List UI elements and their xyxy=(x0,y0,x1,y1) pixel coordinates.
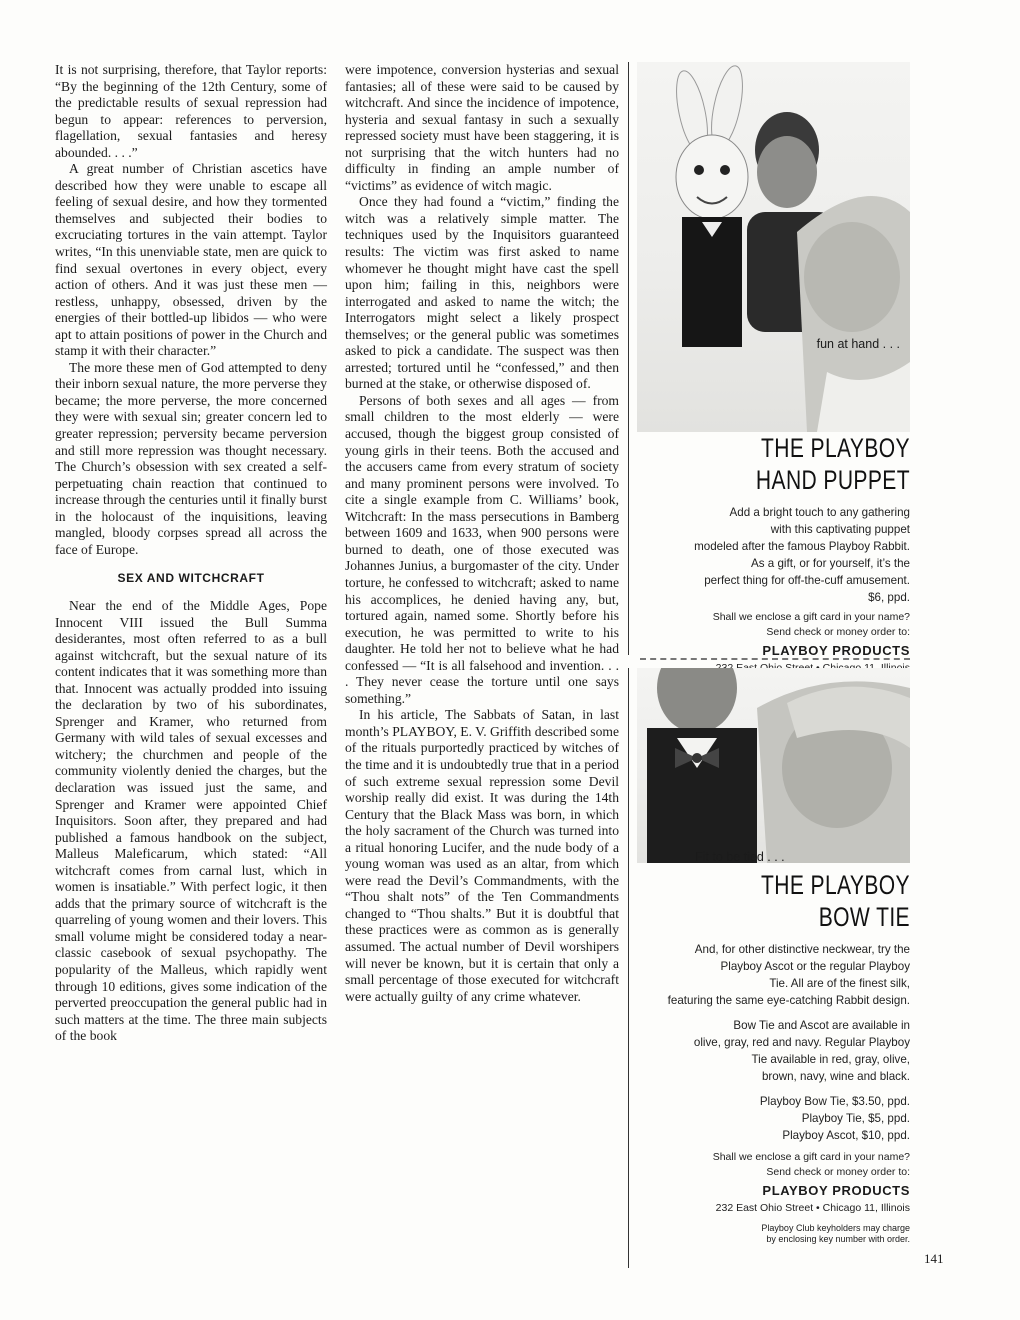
order-line: Shall we enclose a gift card in your name? xyxy=(712,611,910,623)
desc-line: perfect thing for off-the-cuff amusement. xyxy=(704,574,910,587)
desc-line: modeled after the famous Playboy Rabbit. xyxy=(694,540,910,553)
puppet-photo xyxy=(637,62,910,432)
ad-headline: THE PLAYBOY xyxy=(760,870,910,900)
column-rule xyxy=(628,668,629,1268)
ad-description xyxy=(637,941,910,1009)
ad-headline: THE PLAYBOY xyxy=(760,433,910,463)
price-line: Playboy Tie, $5, ppd. xyxy=(801,1112,910,1125)
order-line: Send check or money order to: xyxy=(766,626,910,638)
ad-prices xyxy=(637,1093,910,1144)
paragraph: In his article, The Sabbats of Satan, in last month’s PLAYBOY, E. V. Griffith described some of the rituals purportedly practiced by witches of the time and it is undoubtedly true that in a period of such extreme sexual repression some Devil worship really did exist. It was during the 14th Century that the Black Mass was born, in which the holy sacrament of the Church was turned into a ritual honoring Lucifer, and the nude body of a young woman was used as an altar, from which were read the Devil’s Commandments, with the “Thou shalt nots” of the Ten Commandments changed to “Thou shalts.” But it is doubtful that these practices were as common as is generally assumed. The actual number of Devil worshipers will never be known, but it is certain that only a small percentage of those executed for witchcraft were actually guilty of any crime whatever. xyxy=(345,707,619,1004)
price-line: Playboy Ascot, $10, ppd. xyxy=(782,1129,910,1142)
desc-line: Bow Tie and Ascot are available in xyxy=(733,1019,910,1032)
paragraph: The more these men of God attempted to deny their inborn sexual nature, the more perverse they became; the more perverse, the more concerned they were with sexual sin; greater concern led to greater repression; perversity became perversion and still more repression was thought necessary. The Church’s obsession with sex created a self-perpetuating chain reaction that continued to increase through the centuries until it finally burst in the holocaust of the inquisitions, leaving mangled, bloody corpses spread all across the face of Europe. xyxy=(55,359,327,557)
desc-line: And, for other distinctive neckwear, try the xyxy=(694,943,910,956)
ad-brand: PLAYBOY PRODUCTS xyxy=(762,1183,910,1198)
bow-tie-photo xyxy=(637,668,910,863)
desc-line: Tie available in red, gray, olive, xyxy=(751,1053,910,1066)
ad-tagline: fun at hand . . . xyxy=(816,337,900,351)
order-line: Send check or money order to: xyxy=(766,1166,910,1178)
paragraph: It is not surprising, therefore, that Taylor reports: “By the beginning of the 12th Century, some of the predictable results of sexual repression had begun to appear: references to perversion, flagellation, sexual fantasies and heresy abounded. . . .” xyxy=(55,62,327,160)
desc-line: As a gift, or for yourself, it’s the xyxy=(751,557,910,570)
paragraph: were impotence, conversion hysterias and sexual fantasies; all of these were said to be caused by witchcraft. And since the incidence of impotence, hysteria and sexual fantasy in such a sexually repressed society must have been staggering, it is not surprising that the witch hunters had no difficulty in finding an ample number of “victims” as evidence of witch magic. xyxy=(345,62,619,193)
ad-description xyxy=(637,504,910,606)
desc-line: Tie. All are of the finest silk, xyxy=(769,977,910,990)
ad-headline: BOW TIE xyxy=(818,902,910,932)
desc-line: Playboy Ascot or the regular Playboy xyxy=(720,960,910,973)
desc-line: brown, navy, wine and black. xyxy=(761,1070,910,1083)
bow-tie-ad xyxy=(637,668,910,1245)
desc-line: featuring the same eye-catching Rabbit design. xyxy=(667,994,910,1007)
fine-line: by enclosing key number with order. xyxy=(766,1234,910,1244)
ad-headline: HAND PUPPET xyxy=(755,465,910,495)
desc-line: with this captivating puppet xyxy=(770,523,910,536)
puppet-illustration xyxy=(637,62,910,432)
ad-tagline: Fit to be tied . . . xyxy=(695,850,785,863)
paragraph: Once they had found a “victim,” finding the witch was a relatively simple matter. The techniques used by the Inquisitors guaranteed results: The victim was first asked to name whomever he thought might have cast the spell upon him; failing in this, neighbors were interrogated and asked to name the witch; the Interrogators might select a likely prospect themselves; or the general public was sometimes asked to pick a candidate. The suspect was then arrested; tortured until he “confessed,” and then burned at the stake, or otherwise disposed of. xyxy=(345,194,619,392)
page-number: 141 xyxy=(924,1251,944,1266)
ad-order-text xyxy=(637,610,910,640)
paragraph: A great number of Christian ascetics have described how they were unable to escape all feeling of sexual desire, and how they tormented themselves and subjected their bodies to excruciating tortures in the vain attempt. Taylor writes, “In this unenviable state, men are quick to find sexual overtones in every object, every action of others. And it was just these men — restless, unhappy, obsessed, driven by the energies of their bottled-up libidos — who were apt to attain positions of power in the Church and stamp it with their character.” xyxy=(55,161,327,359)
ad-price: $6, ppd. xyxy=(868,591,910,604)
ad-availability xyxy=(637,1017,910,1085)
desc-line: olive, gray, red and navy. Regular Playboy xyxy=(693,1036,910,1049)
dashed-divider xyxy=(640,658,910,660)
bow-tie-illustration xyxy=(637,668,910,863)
desc-line: Add a bright touch to any gathering xyxy=(729,506,910,519)
ad-brand: PLAYBOY PRODUCTS xyxy=(762,643,910,658)
hand-puppet-ad xyxy=(637,62,910,703)
ad-order-text xyxy=(637,1150,910,1180)
section-heading: SEX AND WITCHCRAFT xyxy=(117,571,265,586)
article-column-2 xyxy=(345,62,619,1005)
fine-line: Playboy Club keyholders may charge xyxy=(761,1223,910,1233)
article-column-1 xyxy=(55,62,327,1045)
paragraph: Persons of both sexes and all ages — from small children to the most elderly — were accused, though the biggest group consisted of young girls in their teens. Both the accused and the accusers came from every stratum of society and many prominent persons were involved. To cite a single example from C. Williams’ book, Witchcraft: In the mass persecutions in Bamberg between 1609 and 1633, when 900 persons were burned to death, one of those executed was Johannes Junius, a burgomaster of the city. Under torture, he confessed to witchcraft; asked to name his accomplices, he denied having any, but, tortured again, named some. Shortly before his execution, he was permitted to write to his daughter. He told her not to believe what he had confessed — “It is all falsehood and invention. . . . They never cease the torture until one says something.” xyxy=(345,392,619,706)
column-rule xyxy=(628,62,629,655)
order-line: Shall we enclose a gift card in your name? xyxy=(712,1151,910,1163)
price-line: Playboy Bow Tie, $3.50, ppd. xyxy=(759,1095,910,1108)
ad-fine-print xyxy=(637,1223,910,1245)
ad-address: 232 East Ohio Street • Chicago 11, Illinois xyxy=(715,1202,910,1214)
paragraph: Near the end of the Middle Ages, Pope Innocent VIII issued the Bull Summa desiderantes, most often referred to as a bull against witchcraft, but the sexual nature of its content indicates that it was something more than that. Innocent was actually prodded into issuing the declaration by two of his subordinates, Sprenger and Kramer, who returned from Germany with wild tales of sexual excesses and witchery; the churchmen and people of the community violently denied the charges, but the declaration was issued just the same, and Sprenger and Kramer were appointed Chief Inquisitors. Soon after, they prepared and had published a famous handbook on the subject, Malleus Maleficarum, which stated: “All witchcraft comes from carnal lust, which in women is insatiable.” With perfect logic, it then adds that the primary source of witchcraft is the quarreling of young women and their lovers. This small volume might be considered today a near-classic casebook of sexual psychopathy. The popularity of the Malleus, which rapidly went through 10 editions, gives some indication of the perverted preoccupation the general public had in such matters at the time. The three main subjects of the book xyxy=(55,597,327,1044)
